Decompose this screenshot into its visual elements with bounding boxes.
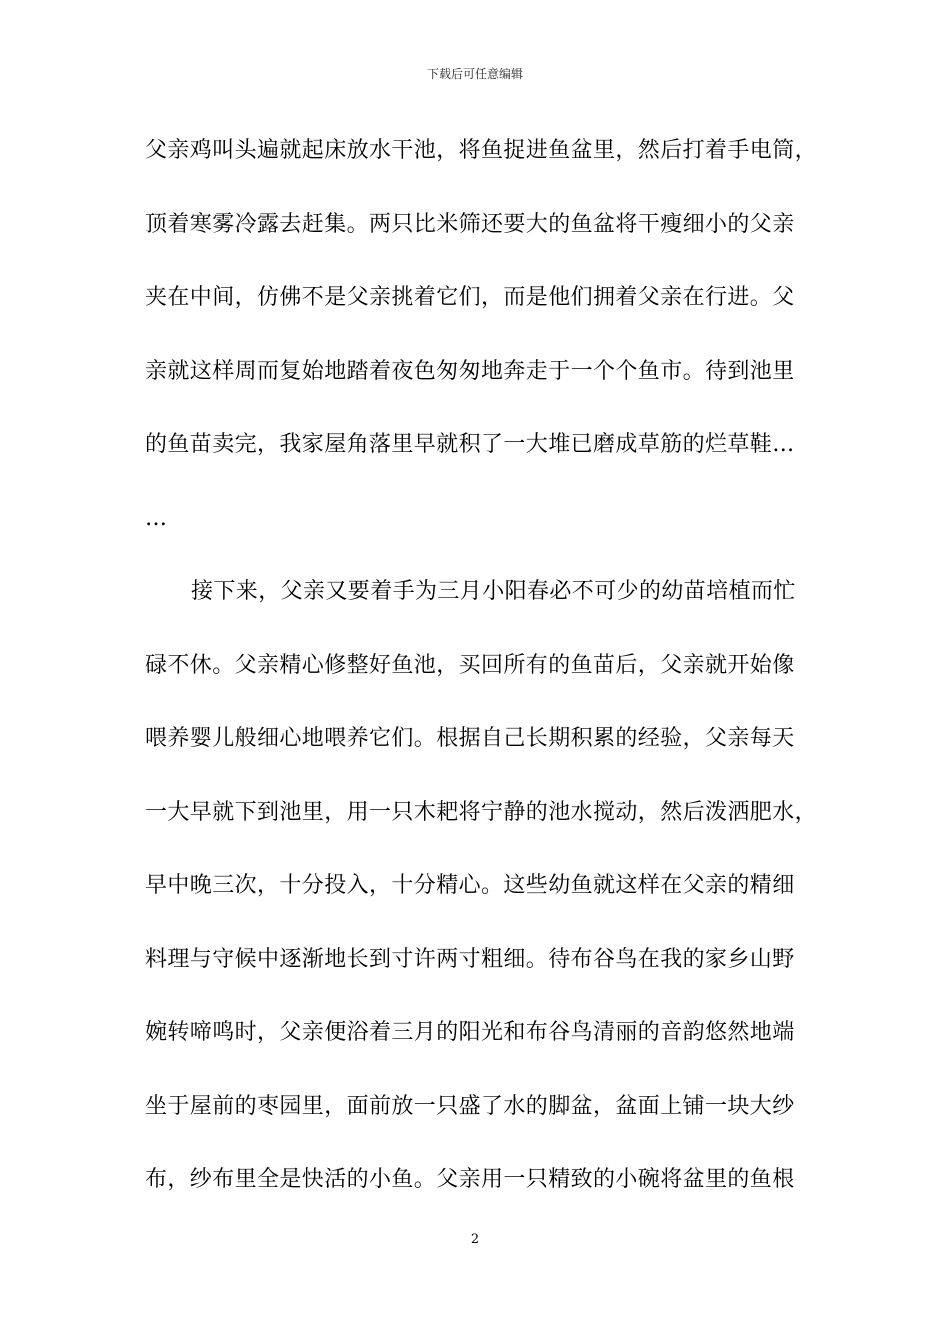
text-line: …	[145, 505, 168, 531]
text-line: 夹在中间，仿佛不是父亲挑着它们，而是他们拥着父亲在行进。父	[145, 285, 795, 310]
page-number: 2	[470, 1232, 480, 1247]
text-line: 早中晚三次，十分投入，十分精心。这些幼鱼就这样在父亲的精细	[145, 873, 795, 898]
text-line: 碌不休。父亲精心修整好鱼池，买回所有的鱼苗后，父亲就开始像	[145, 652, 795, 678]
paragraph-start-line: 接下来，父亲又要着手为三月小阳春必不可少的幼苗培植而忙	[191, 579, 796, 604]
text-line: 布，纱布里全是快活的小鱼。父亲用一只精致的小碗将盆里的鱼根	[145, 1167, 795, 1192]
page-header-note: 下载后可任意编辑	[426, 67, 523, 81]
text-line: 亲就这样周而复始地踏着夜色匆匆地奔走于一个个鱼市。待到池里	[145, 358, 795, 384]
text-line: 一大早就下到池里，用一只木耙将宁静的池水搅动，然后泼洒肥水，	[145, 799, 818, 825]
text-line: 顶着寒雾冷露去赶集。两只比米筛还要大的鱼盆将干瘦细小的父亲	[145, 211, 795, 237]
text-line: 坐于屋前的枣园里，面前放一只盛了水的脚盆，盆面上铺一块大纱	[145, 1093, 795, 1119]
text-line: 的鱼苗卖完，我家屋角落里早就积了一大堆已磨成草筋的烂草鞋…	[145, 432, 795, 457]
text-line: 喂养婴儿般细心地喂养它们。根据自己长期积累的经验，父亲每天	[145, 726, 795, 751]
text-line: 父亲鸡叫头遍就起床放水干池，将鱼捉进鱼盆里，然后打着手电筒，	[145, 138, 818, 163]
text-line: 料理与守候中逐渐地长到寸许两寸粗细。待布谷鸟在我的家乡山野	[145, 946, 795, 972]
document-body	[145, 128, 818, 1231]
text-line: 婉转啼鸣时，父亲便浴着三月的阳光和布谷鸟清丽的音韵悠然地端	[145, 1020, 795, 1045]
